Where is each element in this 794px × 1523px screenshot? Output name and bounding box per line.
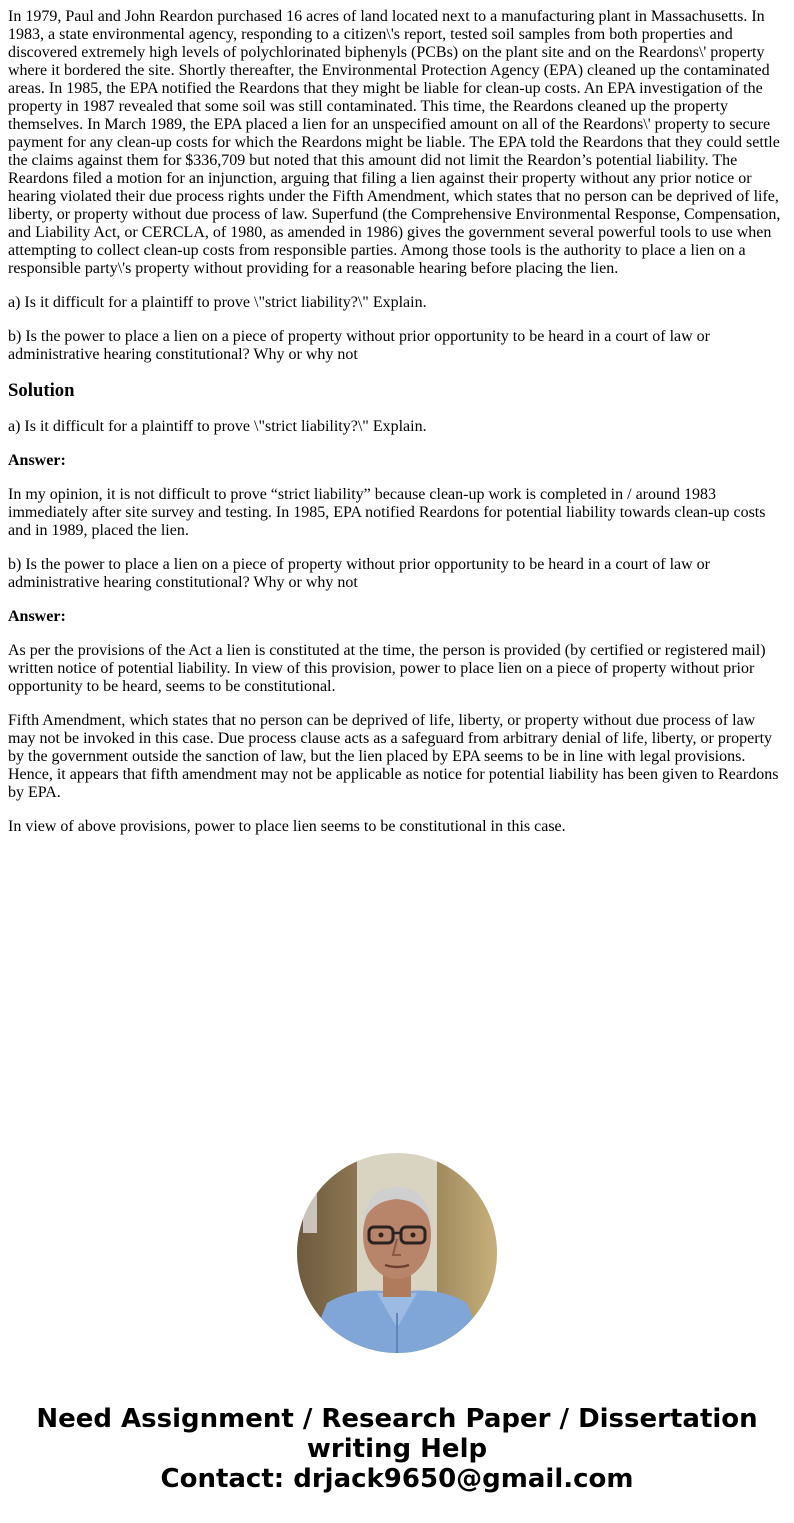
footer-advert: [0, 1404, 794, 1494]
answer-a: In my opinion, it is not difficult to prove “strict liability” because clean-up work is completed in / around 1983 immediately after site survey and testing. In 1985, EPA notified Reardons for potential liability towards clean-up costs and in 1989, placed the lien.: [8, 486, 766, 539]
answer-b-paragraph-2: Fifth Amendment, which states that no person can be deprived of life, liberty, or property without due process of law may not be invoked in this case. Due process clause acts as a safeguard from arbitrary denial of life, liberty, or property by the government outside the sanction of law, but the lien placed by EPA seems to be in line with legal provisions. Hence, it appears that fifth amendment may not be applicable as notice for potential liability has been given to Reardons by EPA.: [8, 712, 779, 801]
footer-line-1: Need Assignment / Research Paper / Dissertation: [36, 1404, 758, 1434]
question-part-a: a) Is it difficult for a plaintiff to prove \"strict liability?\" Explain.: [8, 294, 427, 311]
footer-line-2: writing Help: [306, 1434, 488, 1464]
answer-b-paragraph-3: In view of above provisions, power to place lien seems to be constitutional in this case.: [8, 818, 566, 835]
author-portrait-icon: [297, 1153, 497, 1353]
answer-b-paragraph-1: As per the provisions of the Act a lien is constituted at the time, the person is provided (by certified or registered mail) written notice of potential liability. In view of this provision, power to place lien on a piece of property without prior opportunity to be heard, seems to be constitutional.: [8, 642, 766, 695]
solution-part-b: b) Is the power to place a lien on a piece of property without prior opportunity to be heard in a court of law or administrative hearing constitutional? Why or why not: [8, 556, 710, 591]
footer-contact: Contact: drjack9650@gmail.com: [160, 1464, 634, 1494]
question-intro: In 1979, Paul and John Reardon purchased 16 acres of land located next to a manufacturing plant in Massachusetts. In 1983, a state environmental agency, responding to a citizen\'s report, tested soil samples from both properties and discovered extremely high levels of polychlorinated biphenyls (PCBs) on the plant site and on the Reardons\' property where it bordered the site. Shortly thereafter, the Environmental Protection Agency (EPA) cleaned up the contaminated areas. In 1985, the EPA notified the Reardons that they might be liable for clean-up costs. An EPA investigation of the property in 1987 revealed that some soil was still contaminated. This time, the Reardons cleaned up the property themselves. In March 1989, the EPA placed a lien for an unspecified amount on all of the Reardons\' property to secure payment for any clean-up costs for which the Reardons might be liable. The EPA told the Reardons that they could settle the claims against them for $336,709 but noted that this amount did not limit the Reardon’s potential liability. The Reardons filed a motion for an injunction, arguing that filing a lien against their property without any prior notice or hearing violated their due process rights under the Fifth Amendment, which states that no person can be deprived of life, liberty, or property without due process of law. Superfund (the Comprehensive Environmental Response, Compensation, and Liability Act, or CERCLA, of 1980, as amended in 1986) gives the government several powerful tools to use when attempting to collect clean-up costs from responsible parties. Among those tools is the authority to place a lien on a responsible party\'s property without providing for a reasonable hearing before placing the lien.: [8, 8, 781, 277]
answer-label-b: Answer:: [8, 608, 66, 625]
solution-heading: Solution: [8, 380, 75, 401]
document-body: [8, 8, 786, 852]
question-part-b: b) Is the power to place a lien on a piece of property without prior opportunity to be heard in a court of law or administrative hearing constitutional? Why or why not: [8, 328, 710, 363]
solution-part-a: a) Is it difficult for a plaintiff to prove \"strict liability?\" Explain.: [8, 418, 427, 435]
author-avatar: [297, 1153, 497, 1353]
answer-label-a: Answer:: [8, 452, 66, 469]
